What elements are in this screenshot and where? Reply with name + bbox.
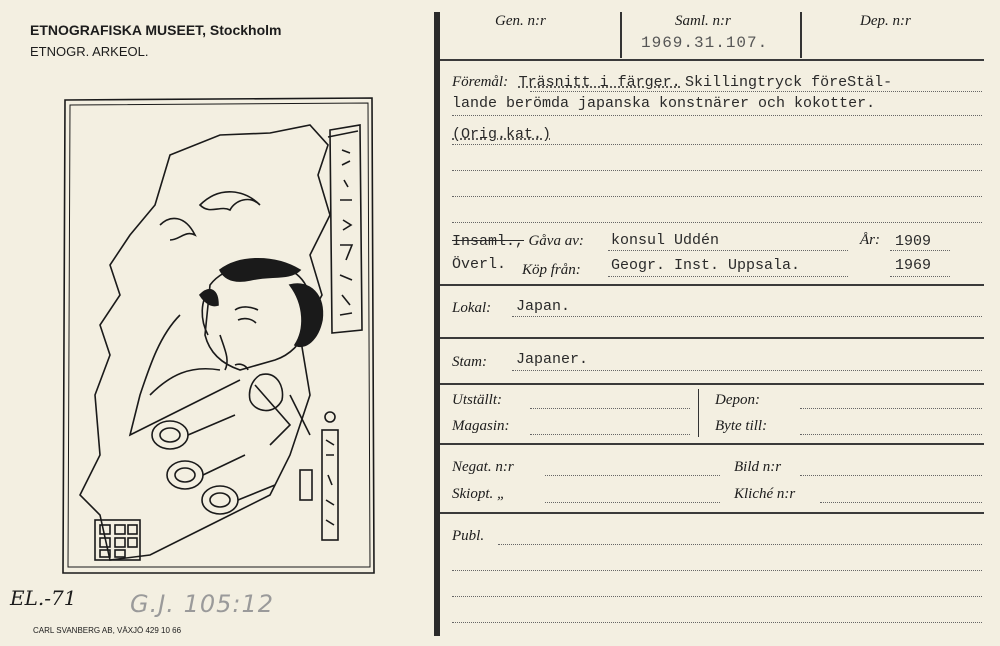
rule — [512, 316, 982, 317]
rule — [452, 115, 982, 116]
saml-value: 1969.31.107. — [641, 34, 769, 52]
form-left-rule — [434, 12, 440, 636]
rule — [820, 502, 982, 503]
rule — [498, 544, 982, 545]
foremal-line3: (Orig.kat.) — [452, 126, 552, 143]
rule — [452, 622, 982, 623]
insaml-label: Insaml., — [452, 233, 525, 250]
rule — [608, 276, 848, 277]
ar-value-1: 1909 — [895, 233, 932, 250]
rule — [800, 475, 982, 476]
rule — [452, 170, 982, 171]
pencil-code: G.J. 105:12 — [130, 590, 274, 618]
magasin-label: Magasin: — [452, 418, 510, 434]
rule — [800, 408, 982, 409]
ar-label: År: — [860, 232, 880, 248]
kop-label: Köp från: — [522, 262, 581, 278]
gen-label: Gen. n:r — [495, 13, 546, 29]
rule — [452, 144, 982, 145]
rule — [530, 434, 690, 435]
rule — [452, 222, 982, 223]
overl-label: Överl. — [452, 256, 507, 273]
rule — [545, 475, 720, 476]
gava-label: Gåva av: — [528, 233, 584, 249]
foremal-label: Föremål: — [452, 74, 509, 90]
rule — [512, 370, 982, 371]
gava-value: konsul Uddén — [611, 232, 720, 249]
rule — [890, 250, 950, 251]
divider — [698, 389, 699, 437]
lokal-label: Lokal: — [452, 300, 492, 316]
rule — [452, 196, 982, 197]
saml-label: Saml. n:r — [675, 13, 731, 29]
printer-line: CARL SVANBERG AB, VÄXJÖ 429 10 66 — [33, 626, 182, 635]
rule — [890, 276, 950, 277]
divider — [440, 512, 984, 514]
department-name: ETNOGR. ARKEOL. — [30, 44, 149, 59]
divider — [620, 12, 622, 58]
stam-value: Japaner. — [516, 351, 589, 368]
utstallt-label: Utställt: — [452, 392, 503, 408]
foremal-line1 — [452, 73, 892, 91]
woodcut-sketch — [60, 95, 375, 575]
handwritten-code: EL.-71 — [10, 586, 77, 610]
divider — [440, 284, 984, 286]
divider — [440, 337, 984, 339]
depon-label: Depon: — [715, 392, 760, 408]
rule — [452, 596, 982, 597]
byte-label: Byte till: — [715, 418, 768, 434]
divider — [800, 12, 802, 58]
foremal-underlined: Träsnitt i färger. — [518, 74, 681, 91]
skiopt-label: Skiopt. „ — [452, 486, 506, 502]
rule — [452, 570, 982, 571]
kliche-label: Kliché n:r — [734, 486, 796, 502]
divider — [440, 59, 984, 61]
negat-label: Negat. n:r — [452, 459, 514, 475]
museum-name: ETNOGRAFISKA MUSEET, Stockholm — [30, 22, 282, 38]
lokal-value: Japan. — [516, 298, 571, 315]
dep-label: Dep. n:r — [860, 13, 911, 29]
kop-value: Geogr. Inst. Uppsala. — [611, 257, 801, 274]
stam-label: Stam: — [452, 354, 487, 370]
publ-label: Publ. — [452, 528, 485, 544]
rule — [530, 408, 690, 409]
bild-label: Bild n:r — [734, 459, 782, 475]
divider — [440, 383, 984, 385]
rule — [545, 502, 720, 503]
gava-row — [452, 232, 584, 250]
rule — [530, 91, 982, 92]
foremal-rest: Skillingtryck föreStäl- — [685, 74, 893, 91]
divider — [440, 443, 984, 445]
foremal-line2: lande berömda japanska konstnärer och kokotter. — [452, 95, 876, 112]
rule — [608, 250, 848, 251]
ar-value-2: 1969 — [895, 257, 932, 274]
rule — [800, 434, 982, 435]
